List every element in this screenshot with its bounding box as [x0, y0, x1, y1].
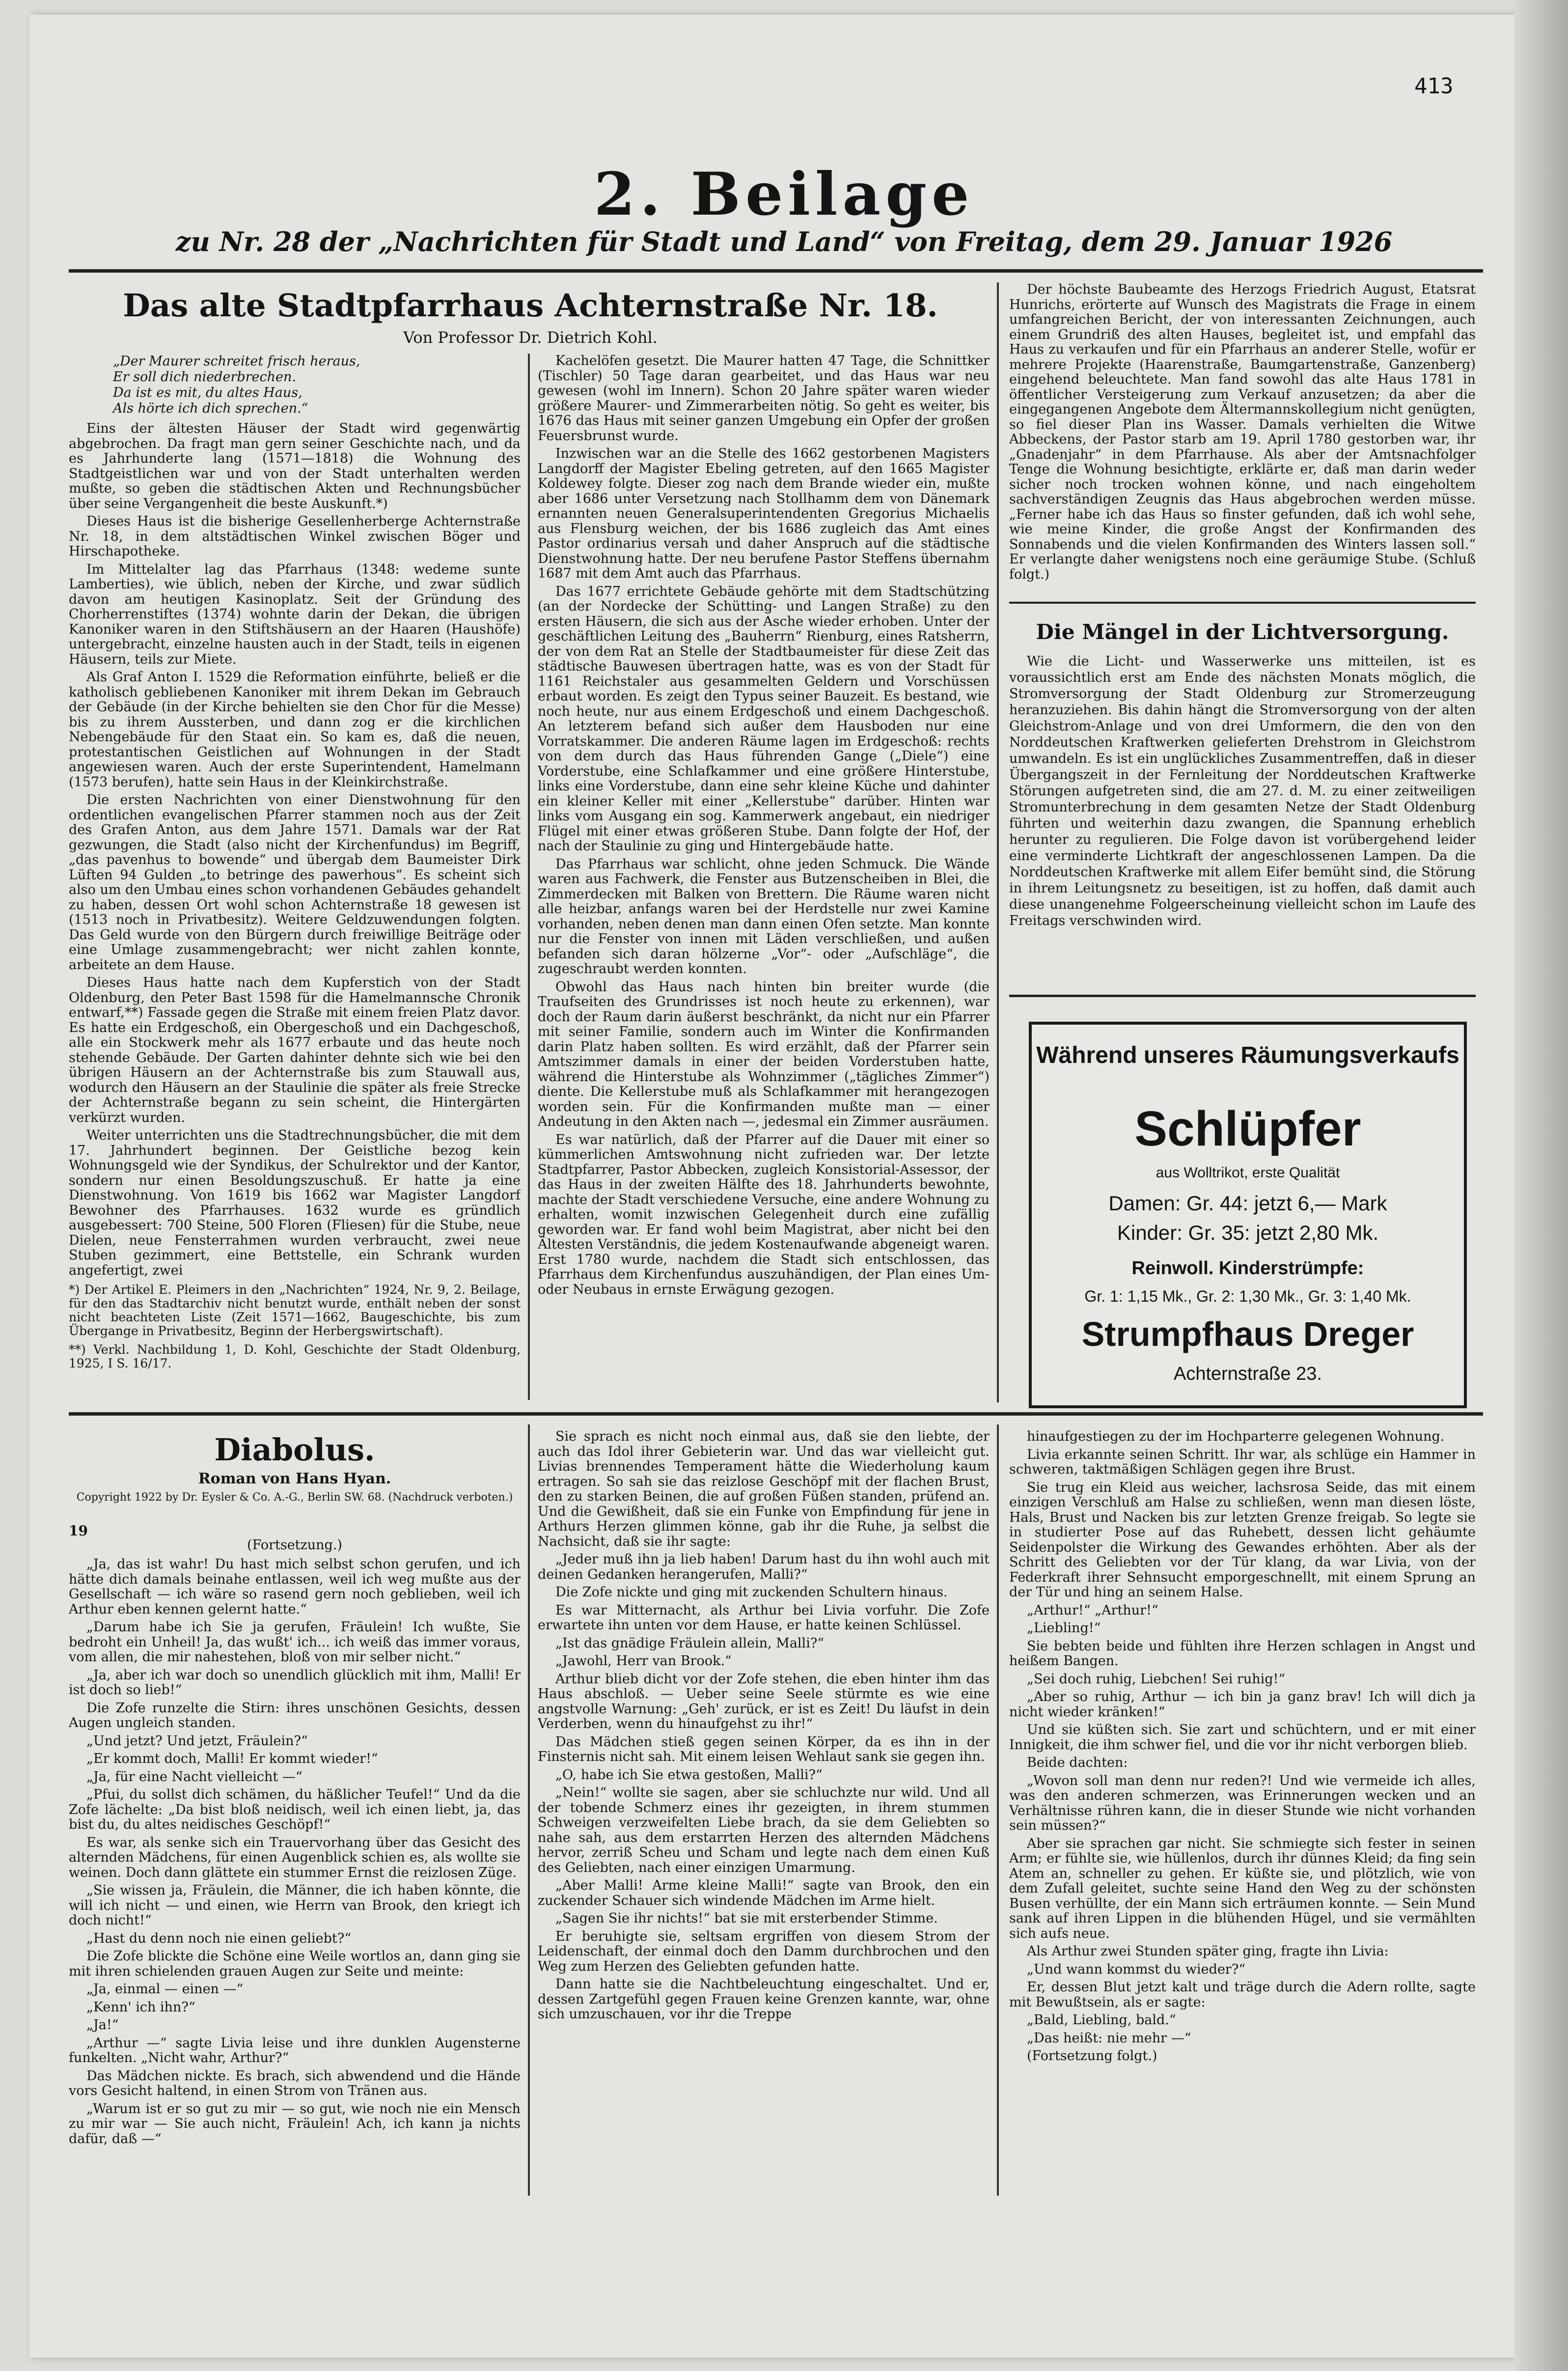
paragraph: Das 1677 errichtete Gebäude gehörte mit dem Stadtschützing (an der Nordecke der Schütting- und Langen Straße) zu den ersten Häusern, die sich aus der Asche wieder erhoben. Unter der geschäftlichen Leitung des „Bauherrn“ Rienburg, eines Ratsherrn, der von dem Rat an Stelle der Stadtbaumeister für diese Zeit das städtische Bauwesen übertragen hatte, was es von der Stadt für 1161 Reichstaler aus gesammelten Geldern und Vorschüssen erbaut worden. Es zeigt den Typus seiner Bauzeit. Es bestand, wie noch heute, nur aus einem Erdgeschoß und einem Dachgeschoß. An letzterem befand sich außer dem Hausboden nur eine Vorratskammer. Die anderen Räume lagen im Erdgeschoß: rechts von dem durch das Haus führenden Gange („Diele“) eine Vorderstube, eine Schlafkammer und eine größere Hinterstube, links eine Vorderstube, dann eine sehr kleine Küche und dahinter ein kleiner Keller mit einer „Kellerstube“ darüber. Hinten war links vom Ausgang ein sog. Kammerwerk angebaut, ein niedriger Flügel mit einer etwas größeren Stube. Dann folgte der Hof, der nach der Staulinie zu ging und Hintergebäude hatte. — [538, 584, 990, 854]
serial-column-2 — [538, 1429, 990, 2196]
paragraph: „Er kommt doch, Malli! Er kommt wieder!“ — [86, 1751, 378, 1766]
supplement-title: 2. Beilage — [594, 160, 974, 229]
paragraph: „Sagen Sie ihr nichts!“ bat sie mit ersterbender Stimme. — [555, 1911, 938, 1926]
paragraph: „Warum ist er so gut zu mir — so gut, wie noch nie ein Mensch zu mir war — Sie auch nicht, Fräulein! Ach, ich kann ja nichts dafür, daß —“ — [69, 2101, 521, 2147]
paragraph: Weiter unterrichten uns die Stadtrechnungsbücher, die mit dem 17. Jahrhundert beginnen. Der Geistliche bezog kein Wohnungsgeld wie der Syndikus, der Schulrektor und der Kantor, sondern nur einen Besoldungszuschuß. Er hatte ja eine Dienstwohnung. Von 1619 bis 1662 war Magister Langdorf Bewohner des Pfarrhauses. 1632 wurde es gründlich ausgebessert: 700 Steine, 500 Floren (Fliesen) für die Stube, neue Dielen, neue Fensterrahmen wurden verbraucht, zwei neue Stuben gezimmert, eine Bettstelle, ein Schrank wurden angefertigt, zwei — [69, 1128, 521, 1278]
advertisement-box — [1029, 1022, 1467, 1408]
supplement-subtitle: zu Nr. 28 der „Nachrichten für Stadt und Land“ von Freitag, dem 29. Januar 1926 — [175, 226, 1393, 257]
paragraph: Als Graf Anton I. 1529 die Reformation einführte, beließ er die katholisch gebliebenen Kanoniker mit ihrem Dekan im Gebrauch der Gebäude (in der Kirche behielten sie den Chor für die Messe) bis zu ihrem Aussterben, und dann zog er die kirchlichen Nebengebäude für den Staat ein. So kam es, daß die neuen, protestantischen Geistlichen auf Wohnungen in der Stadt angewiesen waren. Auch der erste Superintendent, Hamelmann (1573 berufen), hatte sein Haus in der Kleinkirchstraße. — [69, 669, 521, 790]
serial-episode: 19 — [69, 1523, 88, 1539]
ad-price-kids: Kinder: Gr. 35: jetzt 2,80 Mk. — [1117, 1221, 1379, 1244]
paragraph: Im Mittelalter lag das Pfarrhaus (1348: wedeme sunte Lamberties), wie üblich, neben der Kirche, und zwar südlich davon am heutigen Kasinoplatz. Seit der Gründung des Chorherrenstiftes (1374) wohnte darin der Dekan, die übrigen Kanoniker waren in den Stiftshäusern an der Haaren (Haushöfe) untergebracht, einzelne hausten auch in der Stadt, teils in eigenen Häusern, teils zur Miete. — [69, 561, 521, 667]
paragraph: „Sie wissen ja, Fräulein, die Männer, die ich haben könnte, die will ich nicht — und einen, wie Herrn van Brook, den kriegt ich doch nicht!“ — [69, 1883, 521, 1928]
notice-title: Die Mängel in der Lichtversorgung. — [1036, 620, 1449, 644]
article-column-3 — [1009, 282, 1476, 597]
paragraph: Dann hatte sie die Nachtbeleuchtung eingeschaltet. Und er, dessen Zartgefühl gegen Frauen keine Grenzen kannte, war, ohne sich umzuschauen, vor ihr die Treppe — [538, 1977, 990, 2022]
article-column-2 — [538, 354, 990, 1402]
paragraph: Als Arthur zwei Stunden später ging, fragte ihn Livia: — [1027, 1944, 1389, 1959]
paragraph: Es war, als senke sich ein Trauervorhang über das Gesicht des alternden Mädchens, für einen Augenblick schien es, als wollte sie weinen. Doch dann glättete ein stummer Ernst die reizlosen Züge. — [69, 1835, 521, 1880]
paragraph: Aber sie sprachen gar nicht. Sie schmiegte sich fester in seinen Arm; er fühlte sie, wie hüllenlos, durch ihr dünnes Kleid; da fing sein Atem an, schneller zu gehen. Er küßte sie, und plötzlich, wie von dem Zufall geleitet, suchte seine Hand den Weg zu der schönsten Busen verhüllte, der ein Mann sich erträumen konnte. — Sein Mund sank auf ihren Lippen in die blühenden Hügel, und sie vermählten sich aufs neue. — [1009, 1836, 1476, 1941]
paragraph: Das Pfarrhaus war schlicht, ohne jeden Schmuck. Die Wände waren aus Fachwerk, die Fenster aus Butzenscheiben in Blei, die Zimmerdecken mit Balken von Brettern. Die Räume waren nicht alle heizbar, anfangs waren bei der Herdstelle nur zwei Kamine vorhanden, neben denen man dann einen Ofen setzte. Man konnte nur die Fenster von innen mit Läden verschließen, und außen befanden sich daran hölzerne „Vor“- oder „Aufschläge“, die zugeschraubt werden konnten. — [538, 856, 990, 976]
paragraph: „Aber Malli! Arme kleine Malli!“ sagte van Brook, den ein zuckender Schauer sich windende Mädchen im Arme hielt. — [538, 1878, 990, 1908]
page-edge-shadow — [1514, 0, 1568, 2371]
paragraph: (Fortsetzung folgt.) — [1027, 2048, 1157, 2064]
paragraph: „Arthur!“ „Arthur!“ — [1027, 1602, 1158, 1618]
footnote: *) Der Artikel E. Pleimers in den „Nachrichten“ 1924, Nr. 9, 2. Beilage, für den das Stadtarchiv nicht benutzt wurde, enthält neben der sonst nicht beachteten Liste (Zeit 1571—1662, Baugeschichte, bis zum Übergange in Privatbesitz, Beginn der Herbergswirtschaft). — [69, 1283, 521, 1338]
paragraph: Sie sprach es nicht noch einmal aus, daß sie den liebte, der auch das Idol ihrer Gebieterin war. Und das war vielleicht gut. Livias brennendes Temperament hätte die Wiederholung kaum ertragen. So sah sie das reizlose Geschöpf mit der flachen Brust, den zu starken Beinen, die auf großen Füßen standen, prüfend an. Und die Gewißheit, daß sie ein Funke von Empfindung für jene in Arthurs Herzen glimmen könne, gab ihr die Ruhe, ja selbst die Nachsicht, daß sie ihr sagte: — [538, 1429, 990, 1549]
paragraph: „Pfui, du sollst dich schämen, du häßlicher Teufel!“ Und da die Zofe lächelte: „Da bist bloß neidisch, weil ich einen liebt, ja, das bist du, du altes neidisches Geschöpf!“ — [69, 1787, 521, 1832]
paragraph: „Hast du denn noch nie einen geliebt?“ — [86, 1930, 351, 1946]
serial-column-1 — [69, 1557, 521, 2196]
paragraph: Es war Mitternacht, als Arthur bei Livia vorfuhr. Die Zofe erwartete ihn unten vor dem Hause, er hatte keinen Schlüssel. — [538, 1602, 990, 1633]
column-divider — [997, 282, 999, 1402]
paragraph: Beide dachten: — [1027, 1755, 1128, 1770]
paragraph: Obwohl das Haus nach hinten bin breiter wurde (die Traufseiten des Grundrisses ist noch heute zu erkennen), war doch der Raum darin äußerst beschränkt, da nicht nur ein Pfarrer mit seiner Familie, sondern auch im Winter die Konfirmanden darin Platz haben sollten. Es wird erzählt, daß der Pfarrer sein Amtszimmer damals in einer der beiden Vorderstuben hatte, während die Hinterstube als Wohnzimmer („tägliches Zimmer“) diente. Die Kellerstube muß als Schlafkammer mit herangezogen worden sein. Für die Konfirmanden mußte man — einer Andeutung in den Akten nach —, jedesmal ein Zimmer ausräumen. — [538, 979, 990, 1129]
paragraph: „Liebling!“ — [1027, 1620, 1101, 1636]
paragraph: Und sie küßten sich. Sie zart und schüchtern, und er mit einer Innigkeit, die ihm schwer fiel, und die vor ihr nicht verborgen blieb. — [1009, 1722, 1476, 1753]
paragraph: „Bald, Liebling, bald.“ — [1027, 2012, 1176, 2028]
motto-line: „Der Maurer schreitet frisch heraus, — [113, 354, 360, 369]
column-divider — [997, 1424, 999, 2196]
motto-line: Da ist es mit, du altes Haus, — [113, 385, 303, 400]
paragraph: Kachelöfen gesetzt. Die Maurer hatten 47 Tage, die Schnittker (Tischler) 50 Tage daran gearbeitet, und das Haus war neu gewesen (wohl im Innern). Schon 20 Jahre später waren wieder größere Maurer- und Zimmerarbeiten nötig. So geht es weiter, bis 1676 das Haus mit seiner ganzen Umgebung ein Opfer der großen Feuersbrunst wurde. — [538, 354, 990, 444]
paragraph: „Jawohl, Herr van Brook.“ — [555, 1653, 732, 1669]
paragraph: Eins der ältesten Häuser der Stadt wird gegenwärtig abgebrochen. Da fragt man gern seiner Geschichte nach, und da es Jahrhunderte lang (1571—1818) die Wohnung des Stadtgeistlichen war und von der Stadt unterhalten werden mußte, so geben die städtischen Akten und Rechnungsbücher über seine Vergangenheit die beste Auskunft.*) — [69, 421, 521, 511]
ad-stockings-title: Reinwoll. Kinderstrümpfe: — [1131, 1258, 1364, 1279]
ad-price-women: Damen: Gr. 44: jetzt 6,— Mark — [1108, 1192, 1387, 1215]
ad-store-name: Strumpfhaus Dreger — [1081, 1315, 1414, 1353]
ad-address: Achternstraße 23. — [1173, 1364, 1322, 1384]
paragraph: Wie die Licht- und Wasserwerke uns mitteilen, ist es voraussichtlich erst am Ende des nächsten Monats möglich, die Stromversorgung der Stadt Oldenburg zur Stromerzeugung heranzuziehen. Bis dahin hängt die Stromversorgung von der alten Gleichstrom-Anlage und von drei Umformern, die den von den Norddeutschen Kraftwerken gelieferten Drehstrom in Gleichstrom umwandeln. Es ist ein unglückliches Zusammentreffen, daß in dieser Übergangszeit in der Fernleitung der Norddeutschen Kraftwerke Störungen aufgetreten sind, die am 27. d. M. zu einer zeitweiligen Stromunterbrechung in dem gesamten Netze der Stadt Oldenburg führten und weiterhin dazu zwangen, die Spannung erheblich herunter zu regulieren. Die Folge davon ist vorübergehend leider eine verminderte Lichtkraft der angeschlossenen Lampen. Da die Norddeutschen Kraftwerke mit allem Eifer bemüht sind, die Störung in ihrem Leitungsnetz zu beseitigen, ist zu hoffen, daß damit auch diese unangenehme Folgeerscheinung vielleicht schon im Laufe des Freitags verschwinden wird. — [1009, 654, 1476, 928]
paragraph: „Sei doch ruhig, Liebchen! Sei ruhig!“ — [1027, 1671, 1286, 1687]
paragraph: Die Zofe nickte und ging mit zuckenden Schultern hinaus. — [555, 1585, 948, 1600]
section-rule — [1009, 995, 1476, 997]
section-rule — [1009, 602, 1476, 604]
notice-body — [1009, 653, 1476, 968]
paragraph: Die Zofe blickte die Schöne eine Weile wortlos an, dann ging sie mit ihren schielenden grauen Augen zur Seite und meinte: — [69, 1949, 521, 1979]
paragraph: Dieses Haus ist die bisherige Gesellenherberge Achternstraße Nr. 18, in dem altstädtischen Winkel zwischen Böger und Hirschapotheke. — [69, 514, 521, 559]
column-divider — [528, 1424, 530, 2196]
paragraph: Es war natürlich, daß der Pfarrer auf die Dauer mit einer so kümmerlichen Amtswohnung nicht zufrieden war. Der letzte Stadtpfarrer, Pastor Abbecken, zugleich Konsistorial-Assessor, der das Haus in der zweiten Hälfte des 18. Jahrhunderts bewohnte, machte der Stadt verschiedene Versuche, eine andere Wohnung zu erhalten, womit inzwischen Gelegenheit durch eine zufällig geworden war. Er fand wohl beim Magistrat, aber nicht bei den Ältesten Verständnis, die jedem Kostenaufwande abgeneigt waren. Erst 1780 wurde, nachdem die Stadt sich entschlossen, das Pfarrhaus dem Kirchenfundus auszuhändigen, der Plan eines Um- oder Neubaus in ernste Erwägung gezogen. — [538, 1132, 990, 1297]
column-divider — [528, 354, 530, 1400]
paragraph: „Arthur —“ sagte Livia leise und ihre dunklen Augensterne funkelten. „Nicht wahr, Arthur?“ — [69, 2035, 521, 2065]
paragraph: „Jeder muß ihn ja lieb haben! Darum hast du ihn wohl auch mit deinen Gedanken herangerufen, Malli?“ — [538, 1552, 990, 1582]
article-motto — [69, 354, 521, 417]
page-number: 413 — [1414, 74, 1454, 99]
paragraph: Er, dessen Blut jetzt kalt und träge durch die Adern rollte, sagte mit Bewußtsein, als er sagte: — [1009, 1980, 1476, 2010]
paragraph: „Ja!“ — [86, 2017, 119, 2033]
paragraph: hinaufgestiegen zu der im Hochparterre gelegenen Wohnung. — [1027, 1429, 1445, 1444]
paragraph: „Aber so ruhig, Arthur — ich bin ja ganz brav! Ich will dich ja nicht wieder kränken!“ — [1009, 1689, 1476, 1720]
paragraph: Dieses Haus hatte nach dem Kupferstich von der Stadt Oldenburg, den Peter Bast 1598 für die Hamelmannsche Chronik entwarf,**) Fassade gegen die Straße mit einem freien Platz davor. Es hatte ein Erdgeschoß, ein Obergeschoß und ein Dachgeschoß, alle ein Stockwerk mehr als 1677 erbaute und das heute noch stehende Gebäude. Der Garten dahinter dehnte sich wie bei den übrigen Häusern an der Achternstraße bis zum Stauwall aus, wodurch den Häusern an der Staulinie die später als freie Strecke der Achternstraße begann zu sein scheint, die Hintergärten verkürzt wurden. — [69, 975, 521, 1125]
paragraph: „Wovon soll man denn nur reden?! Und wie vermeide ich alles, was den anderen schmerzen, was Erinnerungen wecken und an Verhältnisse rühren kann, die in dieser Stunde wie nicht vorhanden sein müssen?“ — [1009, 1773, 1476, 1833]
paragraph: „Ja, aber ich war doch so unendlich glücklich mit ihm, Malli! Er ist doch so lieb!“ — [69, 1667, 521, 1698]
serial-column-3 — [1009, 1429, 1476, 2196]
paragraph: „Das heißt: nie mehr —“ — [1027, 2030, 1191, 2046]
paragraph: „Darum habe ich Sie ja gerufen, Fräulein! Ich wußte, Sie bedroht ein Unheil! Ja, das wußt' ich... ich weiß das immer voraus, vom allen, die mir nahestehen, bloß von mir selber nicht.“ — [69, 1619, 521, 1665]
paragraph: Inzwischen war an die Stelle des 1662 gestorbenen Magisters Langdorff der Magister Ebeling getreten, auf den 1665 Magister Koldewey folgte. Dieser zog nach dem Brande wieder ein, mußte aber 1686 unter Versetzung nach Stollhamm dem von Dänemark ernannten neuen Generalsuperintendenten Gregorius Michaelis aus Flensburg weichen, der bis 1686 zugleich das Amt eines Pastor ordinarius versah und daher Anspruch auf die städtische Dienstwohnung hatte. Der neu berufene Pastor Steffens übernahm 1687 mit dem Amt auch das Pfarrhaus. — [538, 446, 990, 581]
article-column-1 — [69, 354, 521, 1402]
serial-subtitle: Roman von Hans Hyan. — [198, 1470, 391, 1487]
article-byline: Von Professor Dr. Dietrich Kohl. — [403, 328, 658, 347]
paragraph: „Und jetzt? Und jetzt, Fräulein?“ — [86, 1733, 308, 1749]
paragraph: Sie bebten beide und fühlten ihre Herzen schlagen in Angst und heißem Bangen. — [1009, 1638, 1476, 1669]
ad-headline: Während unseres Räumungsverkaufs — [1036, 1042, 1459, 1068]
paragraph: Er beruhigte sie, seltsam ergriffen von diesem Strom der Leidenschaft, der einmal doch den Damm durchbrochen und den Weg zum Herzen des Geliebten gefunden hatte. — [538, 1928, 990, 1974]
serial-copyright: Copyright 1922 by Dr. Eysler & Co. A.-G., Berlin SW. 68. (Nachdruck verboten.) — [76, 1491, 513, 1504]
paragraph: „Ist das gnädige Fräulein allein, Malli?“ — [555, 1635, 825, 1651]
paragraph: „Ja, für eine Nacht vielleicht —“ — [86, 1769, 303, 1785]
paragraph: Der höchste Baubeamte des Herzogs Friedrich August, Etatsrat Hunrichs, erörterte auf Wunsch des Magistrats die Frage in einem umfangreichen Bericht, der von interessanten Zeichnungen, auch einem Grundriß des alten Hauses, begleitet ist, und empfahl das Haus zu verkaufen und für ein Pfarrhaus an anderer Stelle, wofür er mehrere Projekte (Haarenstraße, Baumgartenstraße, Ganzenberg) eingehend beleuchtete. Man fand sowohl das alte Haus 1781 in öffentlicher Versteigerung zum Verkauf anzusetzen; da aber die eingegangenen Angebote dem Ältermannskollegium nicht genügten, so fiel dieser Plan ins Wasser. Damals verhielten die Witwe Abbeckens, der Pastor starb am 19. April 1780 gestorben war, ihr „Gnadenjahr“ in dem Pfarrhause. Als aber der Amtsnachfolger Tenge die Wohnung besichtigte, erklärte er, daß man darin weder sicher noch trocken wohnen könne, und nach eingeholtem sachverständigen Zeugnis das Haus abgebrochen werden müsse. „Ferner habe ich das Haus so finster gefunden, daß ich wohl sehe, wie meine Kinder, die große Angst der Konfirmanden des Sonnabends und die vielen Konfirmanden des Winters lassen soll.“ Er verlangte daher wenigstens noch eine geräumige Stube. (Schluß folgt.) — [1009, 282, 1476, 582]
ad-product: Schlüpfer — [1134, 1101, 1361, 1156]
ad-material: aus Wolltrikot, erste Qualität — [1155, 1165, 1340, 1181]
footnote: **) Verkl. Nachbildung 1, D. Kohl, Geschichte der Stadt Oldenburg, 1925, I S. 16/17. — [69, 1342, 521, 1370]
section-rule — [69, 1412, 1483, 1416]
paragraph: Die Zofe runzelte die Stirn: ihres unschönen Gesichts, dessen Augen ungleich standen. — [69, 1700, 521, 1730]
paragraph: „O, habe ich Sie etwa gestoßen, Malli?“ — [555, 1767, 823, 1783]
paragraph: „Ja, einmal — einen —“ — [86, 1981, 244, 1997]
header-rule — [69, 269, 1483, 273]
article-title: Das alte Stadtpfarrhaus Achternstraße Nr. 18. — [123, 287, 938, 324]
paragraph: „Kenn' ich ihn?“ — [86, 1999, 195, 2015]
paragraph: Arthur blieb dicht vor der Zofe stehen, die eben hinter ihm das Haus abschloß. — Ueber seine Seele stürmte es wie eine angstvolle Warnung: „Geh' zurück, er ist es Zeit! Du läufst in dein Verderben, wenn du hinaufgehst zu ihr!“ — [538, 1671, 990, 1731]
paragraph: Sie trug ein Kleid aus weicher, lachsrosa Seide, das mit einem einzigen Verschluß am Halse zu schließen, wenn man diesen löste, Hals, Brust und Nacken bis zur letzten Grenze freigab. So legte sie in studierter Pose auf das Ruhebett, dessen licht gehäumte Seidenpolster die Wirkung des Gewandes erhöhten. Aber als der Schritt des Geliebten vor der Tür klang, da war Livia, von der Federkraft ihrer Sehnsucht emporgeschnellt, mit einem Sprung an der Tür und hing an seinem Halse. — [1009, 1479, 1476, 1600]
motto-line: Als hörte ich dich sprechen.“ — [113, 401, 308, 416]
serial-continued: (Fortsetzung.) — [247, 1537, 342, 1553]
paragraph: Das Mädchen stieß gegen seinen Körper, da es ihn in der Finsternis nicht sah. Mit einem leisen Wehlaut sank sie gegen ihn. — [538, 1734, 990, 1764]
paragraph: „Nein!“ wollte sie sagen, aber sie schluchzte nur wild. Und all der tobende Schmerz eines ihr gezeigten, in ihrem stummen Schweigen verzweifelten Liebe brach, da sie dem Geliebten so nahe sah, aus dem erstarrten Herzen des alternden Mädchens hervor, zerriß Scheu und Scham und legte nach dem einen Kuß des Geliebten, nach einer einzigen Umarmung. — [538, 1785, 990, 1875]
paragraph: Das Mädchen nickte. Es brach, sich abwendend und die Hände vors Gesicht haltend, in einen Strom von Tränen aus. — [69, 2068, 521, 2098]
ad-stockings-prices: Gr. 1: 1,15 Mk., Gr. 2: 1,30 Mk., Gr. 3: 1,40 Mk. — [1084, 1287, 1411, 1305]
paragraph: „Ja, das ist wahr! Du hast mich selbst schon gerufen, und ich hätte dich damals beinahe entlassen, weil ich weg mußte aus der Gesellschaft — ich wäre so rasend gern noch geblieben, weil ich Arthur eben kennen gelernt hatte.“ — [69, 1557, 521, 1617]
motto-line: Er soll dich niederbrechen. — [113, 369, 296, 385]
paragraph: Die ersten Nachrichten von einer Dienstwohnung für den ordentlichen evangelischen Pfarrer stammen noch aus der Zeit des Grafen Anton, aus dem Jahre 1571. Damals war der Rat gezwungen, die Stadt (also nicht der Kirchenfundus) im Begriff, „das pavenhus to bowende“ und übergab dem Baumeister Dirk Lüften 94 Gulden „to betringe des pawerhous“. Es scheint sich also um den Umbau eines schon vorhandenen Gebäudes gehandelt zu haben, dessen Ort wohl schon Achternstraße 18 gewesen ist (1513 noch in Privatbesitz). Weitere Geldzuwendungen folgten. Das Geld wurde von den Bürgern durch freiwillige Beiträge oder eine Umlage zusammengebracht; wer nicht zahlen konnte, arbeitete an dem Hause. — [69, 792, 521, 973]
paragraph: Livia erkannte seinen Schritt. Ihr war, als schlüge ein Hammer in schweren, taktmäßigen Schlägen gegen ihre Brust. — [1009, 1447, 1476, 1477]
serial-title: Diabolus. — [214, 1432, 375, 1468]
paragraph: „Und wann kommst du wieder?“ — [1027, 1961, 1246, 1977]
